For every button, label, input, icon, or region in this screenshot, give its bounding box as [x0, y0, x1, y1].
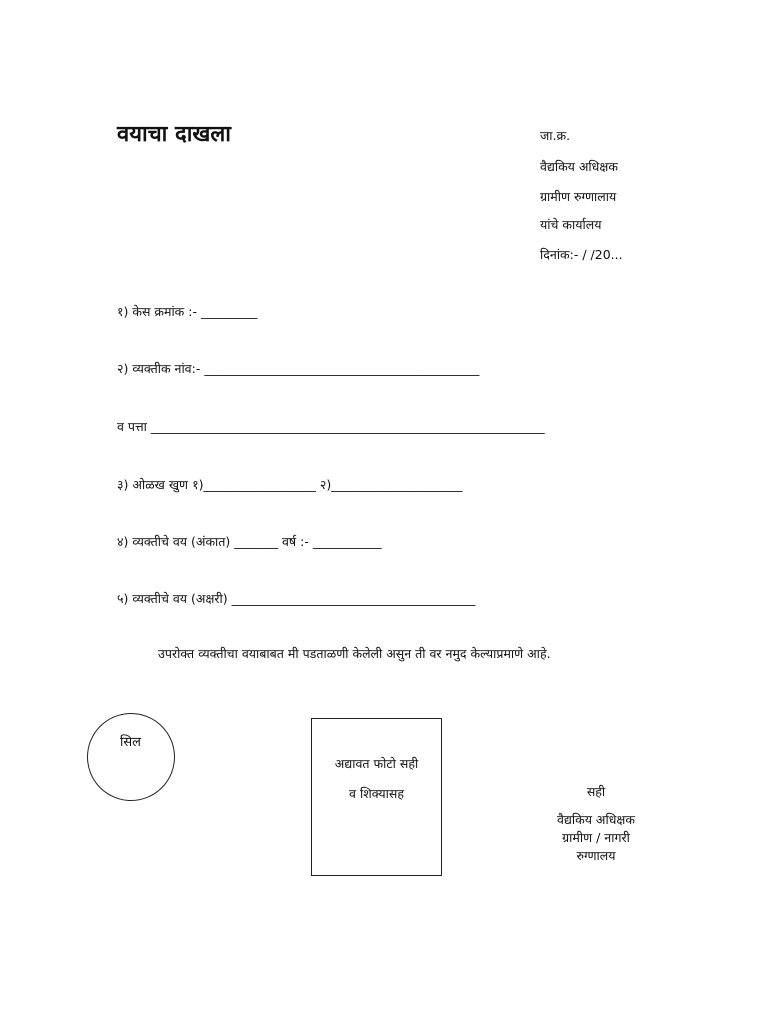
document-title: वयाचा दाखला — [117, 122, 232, 147]
signatory-hospital: रुग्णालय — [576, 848, 616, 863]
age-in-words-field: ५) व्यक्तीचे वय (अक्षरी) _______________________________________ — [117, 591, 476, 606]
signature-block — [530, 783, 662, 865]
age-in-digits-field: ४) व्यक्तीचे वय (अंकात) _______ वर्ष :- ___________ — [117, 534, 382, 549]
photo-box — [311, 718, 442, 876]
seal-circle — [87, 713, 175, 801]
case-number-field: १) केस क्रमांक :- _________ — [117, 304, 258, 319]
person-name-field: २) व्यक्तीक नांव:- ____________________________________________ — [117, 361, 480, 376]
photo-box-line2: व शिक्यासह — [349, 786, 404, 801]
date-field: दिनांक:- / /20... — [540, 247, 623, 262]
reference-number-label: जा.क्र. — [540, 128, 571, 143]
address-field: व पत्ता _______________________________________________________________ — [117, 419, 545, 434]
photo-box-line1: अद्यावत फोटो सही — [334, 756, 419, 771]
office-name: यांचे कार्यालय — [540, 217, 602, 232]
signatory-hospital-type: ग्रामीण / नागरी — [562, 830, 630, 845]
seal-label: सिल — [120, 735, 141, 750]
signatory-designation: वैद्यकिय अधिक्षक — [557, 812, 635, 827]
certification-statement: उपरोक्त व्यक्तीचा वयाबाबत मी पडताळणी केलेली असुन ती वर नमुद केल्याप्रमाणे आहे. — [158, 646, 551, 661]
signature-label: सही — [586, 784, 606, 799]
office-hospital: ग्रामीण रुग्णालाय — [540, 189, 617, 204]
identification-marks-field: ३) ओळख खुण १)__________________ २)_____________________ — [117, 477, 463, 492]
office-designation: वैद्यकिय अधिक्षक — [540, 159, 618, 174]
